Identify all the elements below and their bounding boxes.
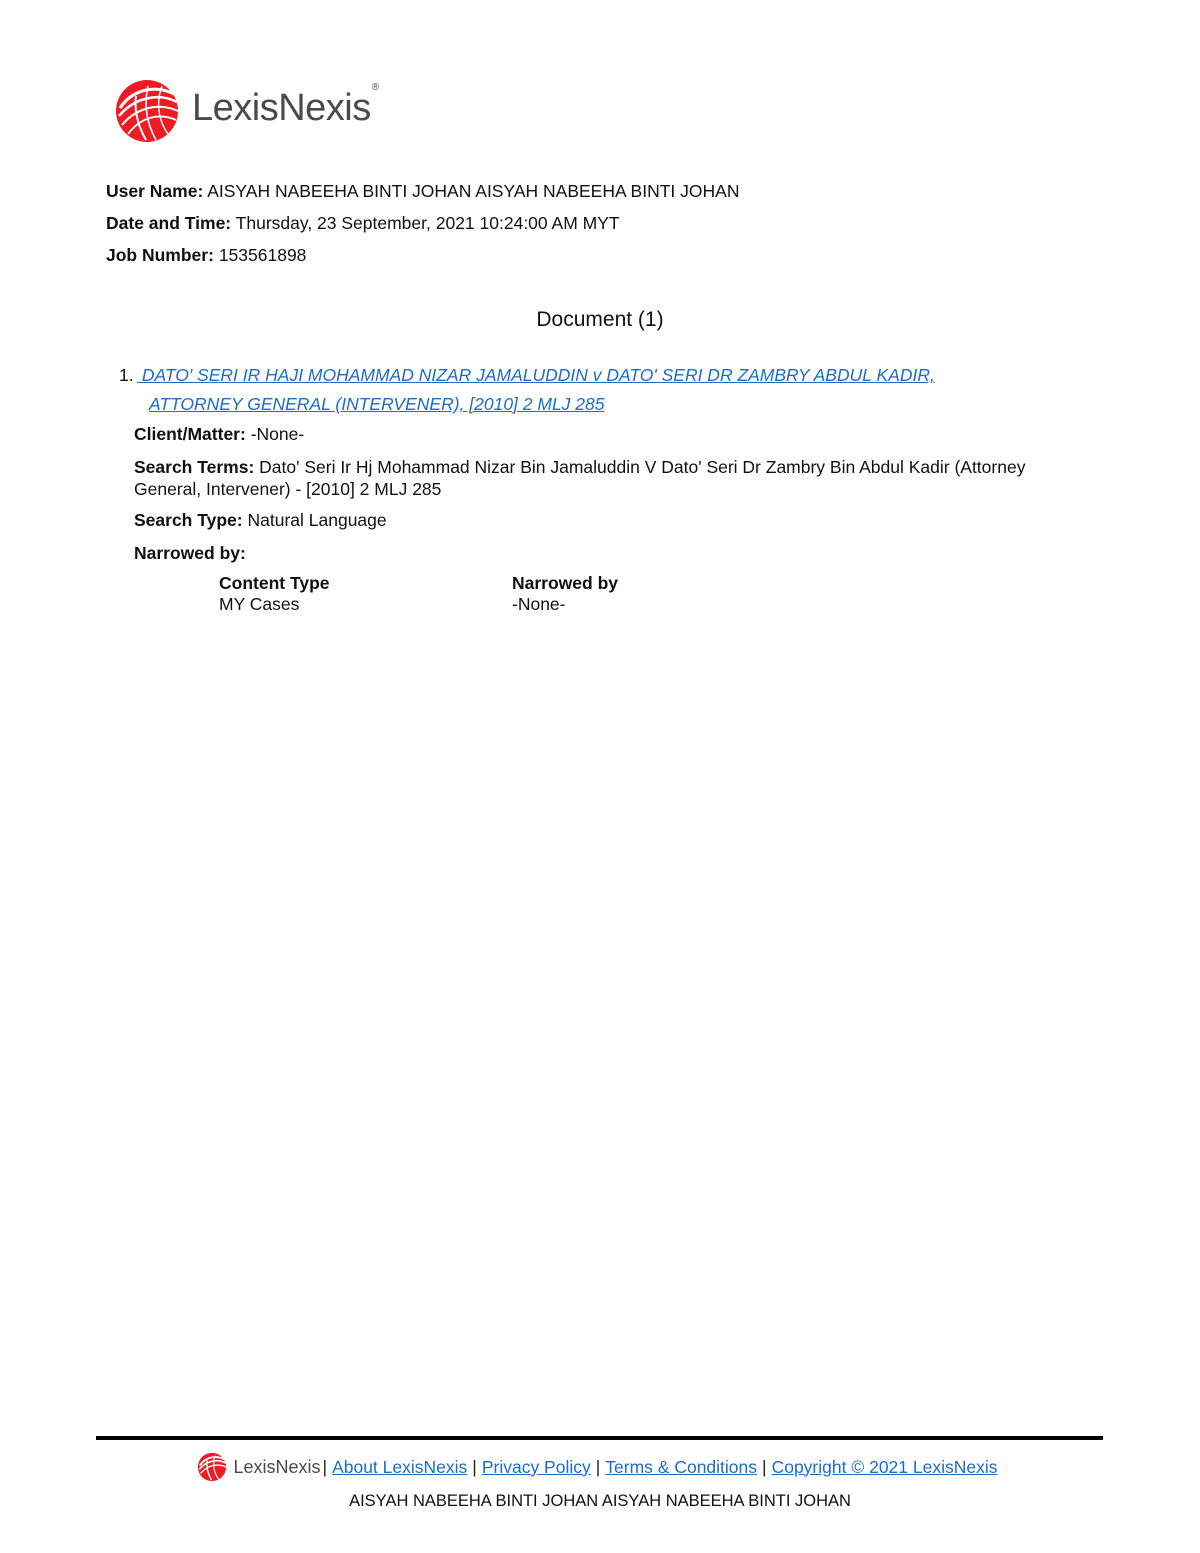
client-matter-label: Client/Matter:: [134, 424, 246, 444]
result-number: 1.: [119, 365, 134, 385]
narrowed-table-col-content-type: [219, 573, 330, 615]
footer-user-name: AISYAH NABEEHA BINTI JOHAN AISYAH NABEEHA BINTI JOHAN: [349, 1492, 851, 1510]
lexisnexis-logo: [114, 78, 379, 144]
date-time-label: Date and Time:: [106, 213, 232, 233]
result-title-link[interactable]: DATO' SERI IR HAJI MOHAMMAD NIZAR JAMALUDDIN v DATO' SERI DR ZAMBRY ABDUL KADIR,: [137, 365, 935, 385]
job-number-label: Job Number:: [106, 245, 214, 265]
footer-logo-wordmark: LexisNexis: [233, 1456, 321, 1477]
user-name-value: AISYAH NABEEHA BINTI JOHAN AISYAH NABEEHA BINTI JOHAN: [207, 181, 740, 201]
document-heading: Document (1): [536, 308, 664, 331]
footer-separator: |: [322, 1456, 328, 1477]
logo-wordmark: LexisNexis®: [192, 81, 379, 129]
search-terms-value: Dato' Seri Ir Hj Mohammad Nizar Bin Jamaluddin V Dato' Seri Dr Zambry Bin Abdul Kadir (Attorney General, Intervener) - [2010] 2 MLJ 285: [134, 457, 1026, 499]
privacy-policy-link[interactable]: Privacy Policy: [481, 1456, 591, 1477]
date-time-row: [106, 211, 739, 243]
result-item: [119, 361, 1079, 419]
search-terms-field: [134, 456, 1064, 500]
narrowed-by-field: [134, 542, 1064, 564]
footer-links: [0, 1452, 1200, 1482]
narrowed-table-col-narrowed-by: [512, 573, 618, 615]
footer-separator: |: [762, 1456, 767, 1477]
table-cell: MY Cases: [219, 594, 300, 614]
date-time-value: Thursday, 23 September, 2021 10:24:00 AM MYT: [235, 213, 620, 233]
footer-separator: |: [472, 1456, 477, 1477]
footer-logo: [197, 1452, 320, 1482]
user-name-label: User Name:: [106, 181, 204, 201]
search-type-value: Natural Language: [247, 510, 387, 530]
client-matter-field: [134, 423, 1064, 445]
client-matter-value: -None-: [250, 424, 305, 444]
footer-divider: [96, 1436, 1103, 1440]
copyright-link[interactable]: Copyright © 2021 LexisNexis: [771, 1456, 998, 1477]
lexisnexis-globe-icon: [197, 1452, 227, 1482]
lexisnexis-globe-icon: [114, 78, 180, 144]
job-number-value: 153561898: [218, 245, 307, 265]
search-type-label: Search Type:: [134, 510, 243, 530]
job-number-row: [106, 243, 739, 275]
footer-separator: |: [595, 1456, 601, 1477]
search-type-field: [134, 509, 1064, 531]
about-lexisnexis-link[interactable]: About LexisNexis: [332, 1456, 468, 1477]
terms-conditions-link[interactable]: Terms & Conditions: [605, 1456, 758, 1477]
search-terms-label: Search Terms:: [134, 457, 255, 477]
narrowed-by-label: Narrowed by:: [134, 543, 246, 563]
table-header: Narrowed by: [512, 573, 618, 593]
table-cell: -None-: [512, 594, 566, 614]
table-header: Content Type: [219, 573, 330, 593]
job-meta: [106, 179, 739, 275]
user-name-row: [106, 179, 739, 211]
result-title-link-continued[interactable]: ATTORNEY GENERAL (INTERVENER), [2010] 2 MLJ 285: [149, 394, 605, 414]
